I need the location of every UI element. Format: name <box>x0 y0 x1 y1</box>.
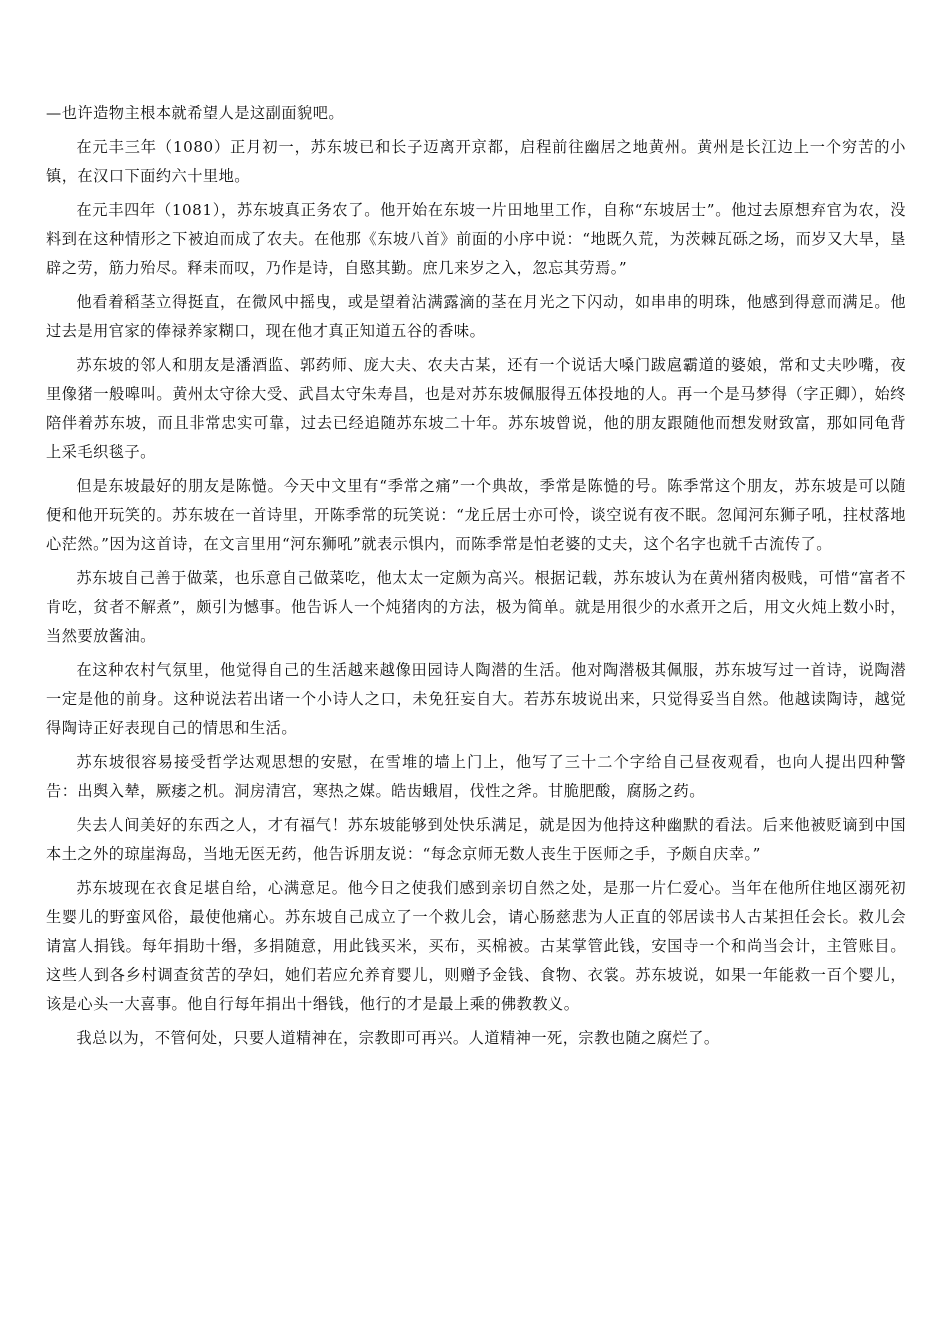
paragraph-7: 苏东坡自己善于做菜，也乐意自己做菜吃，他太太一定颇为高兴。根据记载，苏东坡认为在黄州猪肉极贱，可惜“富者不肯吃，贫者不解煮”，颇引为憾事。他告诉人一个炖猪肉的方法，极为简单。就是用很少的水煮开之后，用文火炖上数小时，当然要放酱油。 <box>46 569 906 645</box>
paragraph-1: —也许造物主根本就希望人是这副面貌吧。 <box>46 104 345 122</box>
paragraph-4: 他看着稻茎立得挺直，在微风中摇曳，或是望着沾满露滴的茎在月光之下闪动，如串串的明珠，他感到得意而满足。他过去是用官家的俸禄养家糊口，现在他才真正知道五谷的香味。 <box>46 293 906 340</box>
paragraph-9: 苏东坡很容易接受哲学达观思想的安慰，在雪堆的墙上门上，他写了三十二个字给自己昼夜观看，也向人提出四种警告：出舆入辇，厥痿之机。洞房清宫，寒热之媒。皓齿蛾眉，伐性之斧。甘脆肥酸，腐肠之药。 <box>46 753 906 800</box>
paragraph-2: 在元丰三年（1080）正月初一，苏东坡已和长子迈离开京都，启程前往幽居之地黄州。黄州是长江边上一个穷苦的小镇，在汉口下面约六十里地。 <box>46 138 906 185</box>
paragraph-10: 失去人间美好的东西之人，才有福气！苏东坡能够到处快乐满足，就是因为他持这种幽默的看法。后来他被贬谪到中国本土之外的琼崖海岛，当地无医无药，他告诉朋友说：“每念京师无数人丧生于医师之手，予颇自庆幸。” <box>46 816 906 863</box>
paragraph-3: 在元丰四年（1081），苏东坡真正务农了。他开始在东坡一片田地里工作，自称“东坡居士”。他过去原想弃官为农，没料到在这种情形之下被迫而成了农夫。在他那《东坡八首》前面的小序中说：“地既久荒，为茨棘瓦砾之场，而岁又大旱，垦辟之劳，筋力殆尽。释耒而叹，乃作是诗，自愍其勤。庶几来岁之入，忽忘其劳焉。” <box>46 201 906 277</box>
paragraph-8: 在这种农村气氛里，他觉得自己的生活越来越像田园诗人陶潜的生活。他对陶潜极其佩服，苏东坡写过一首诗，说陶潜一定是他的前身。这种说法若出诸一个小诗人之口，未免狂妄自大。若苏东坡说出来，只觉得妥当自然。他越读陶诗，越觉得陶诗正好表现自己的情思和生活。 <box>46 661 906 737</box>
paragraph-6: 但是东坡最好的朋友是陈慥。今天中文里有“季常之痛”一个典故，季常是陈慥的号。陈季常这个朋友，苏东坡是可以随便和他开玩笑的。苏东坡在一首诗里，开陈季常的玩笑说：“龙丘居士亦可怜，谈空说有夜不眠。忽闻河东狮子吼，拄杖落地心茫然。”因为这首诗，在文言里用“河东狮吼”就表示惧内，而陈季常是怕老婆的丈夫，这个名字也就千古流传了。 <box>46 477 906 553</box>
paragraph-12: 我总以为，不管何处，只要人道精神在，宗教即可再兴。人道精神一死，宗教也随之腐烂了。 <box>76 1029 720 1047</box>
document-body <box>46 99 906 1058</box>
paragraph-5: 苏东坡的邻人和朋友是潘酒监、郭药师、庞大夫、农夫古某，还有一个说话大嗓门跋扈霸道的婆娘，常和丈夫吵嘴，夜里像猪一般嗥叫。黄州太守徐大受、武昌太守朱寿昌，也是对苏东坡佩服得五体投地的人。再一个是马梦得（字正卿），始终陪伴着苏东坡，而且非常忠实可靠，过去已经追随苏东坡二十年。苏东坡曾说，他的朋友跟随他而想发财致富，那如同龟背上采毛织毯子。 <box>46 356 906 461</box>
paragraph-11: 苏东坡现在衣食足堪自给，心满意足。他今日之使我们感到亲切自然之处，是那一片仁爱心。当年在他所住地区溺死初生婴儿的野蛮风俗，最使他痛心。苏东坡自己成立了一个救儿会，请心肠慈悲为人正直的邻居读书人古某担任会长。救儿会请富人捐钱。每年捐助十缗，多捐随意，用此钱买米，买布，买棉被。古某掌管此钱，安国寺一个和尚当会计，主管账目。这些人到各乡村调查贫苦的孕妇，她们若应允养育婴儿，则赠予金钱、食物、衣裳。苏东坡说，如果一年能救一百个婴儿，该是心头一大喜事。他自行每年捐出十缗钱，他行的才是最上乘的佛教教义。 <box>46 879 906 1013</box>
